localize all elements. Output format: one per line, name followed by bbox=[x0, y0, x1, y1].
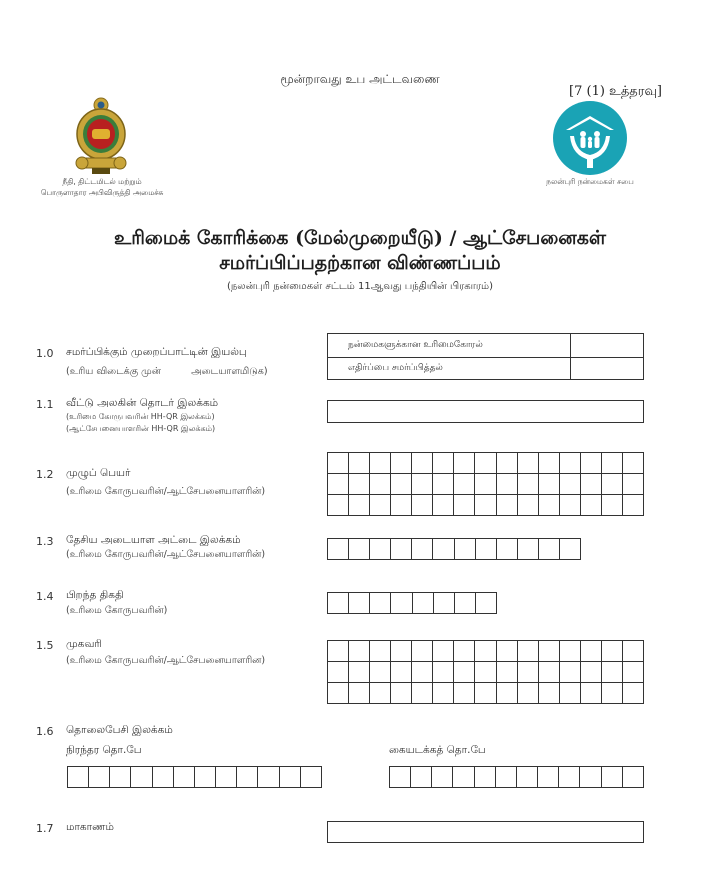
char-box[interactable] bbox=[518, 662, 539, 683]
char-box[interactable] bbox=[581, 495, 602, 516]
char-box[interactable] bbox=[518, 539, 539, 560]
char-box[interactable] bbox=[153, 767, 174, 788]
question-number: 1.0 bbox=[36, 347, 54, 360]
char-box[interactable] bbox=[391, 683, 412, 704]
question-label: மாகாணம் bbox=[66, 821, 114, 833]
char-box[interactable] bbox=[370, 593, 391, 614]
char-box[interactable] bbox=[497, 474, 518, 495]
schedule-label: மூன்றாவது உப அட்டவணை bbox=[280, 72, 440, 86]
option-label-objection: எதிர்ப்பை சமர்ப்பித்தல் bbox=[328, 357, 571, 380]
char-box[interactable] bbox=[390, 767, 411, 788]
char-box[interactable] bbox=[539, 453, 560, 474]
char-box[interactable] bbox=[517, 767, 538, 788]
question-label: தேசிய அடையாள அட்டை இலக்கம் bbox=[66, 534, 241, 546]
char-box[interactable] bbox=[560, 662, 581, 683]
char-box[interactable] bbox=[602, 683, 623, 704]
question-label: வீட்டு அலகின் தொடர் இலக்கம் bbox=[66, 397, 219, 409]
option-row-objection bbox=[328, 357, 643, 380]
char-box[interactable] bbox=[581, 453, 602, 474]
question-hint: (உரிமை கோருபவரின்/ஆட்சேபனையாளரின) bbox=[66, 655, 266, 666]
char-box[interactable] bbox=[391, 474, 412, 495]
char-box[interactable] bbox=[391, 539, 412, 560]
char-box[interactable] bbox=[581, 683, 602, 704]
full-name-char-grid[interactable] bbox=[327, 452, 644, 516]
question-hint: (உரிமை கோருபவரின்/ஆட்சேபனையாளரின்) bbox=[66, 549, 266, 560]
char-box[interactable] bbox=[560, 641, 581, 662]
char-box[interactable] bbox=[560, 474, 581, 495]
char-box[interactable] bbox=[174, 767, 195, 788]
question-number: 1.1 bbox=[36, 398, 54, 411]
char-box[interactable] bbox=[454, 683, 475, 704]
char-box[interactable] bbox=[455, 539, 476, 560]
char-box[interactable] bbox=[328, 453, 349, 474]
char-box[interactable] bbox=[391, 593, 412, 614]
char-box[interactable] bbox=[434, 593, 455, 614]
char-box[interactable] bbox=[623, 767, 644, 788]
question-hint: (உரிமை கோருபவரின்/ஆட்சேபனையாளரின்) bbox=[66, 486, 266, 497]
char-box[interactable] bbox=[581, 662, 602, 683]
welfare-benefits-board-logo-icon bbox=[552, 100, 628, 176]
char-box[interactable] bbox=[539, 641, 560, 662]
char-box[interactable] bbox=[454, 474, 475, 495]
char-box[interactable] bbox=[580, 767, 601, 788]
char-box[interactable] bbox=[475, 495, 496, 516]
question-hint: (உரிமை கோருபவரின்) bbox=[66, 605, 168, 616]
char-box[interactable] bbox=[412, 641, 433, 662]
form-title-line1: உரிமைக் கோரிக்கை (மேல்முறையீடு) / ஆட்சேபனைகள் bbox=[113, 227, 607, 249]
char-box[interactable] bbox=[433, 641, 454, 662]
char-box[interactable] bbox=[623, 683, 644, 704]
landline-phone-char-grid[interactable] bbox=[67, 766, 322, 788]
ministry-caption-line2: பொருளாதார அபிவிருத்தி அமைச்சு bbox=[40, 188, 164, 197]
char-box[interactable] bbox=[518, 641, 539, 662]
char-box[interactable] bbox=[602, 453, 623, 474]
char-box[interactable] bbox=[497, 453, 518, 474]
char-box[interactable] bbox=[454, 495, 475, 516]
char-box[interactable] bbox=[349, 641, 370, 662]
char-box[interactable] bbox=[432, 767, 453, 788]
char-box[interactable] bbox=[518, 474, 539, 495]
char-box[interactable] bbox=[328, 495, 349, 516]
char-box[interactable] bbox=[475, 683, 496, 704]
char-box[interactable] bbox=[391, 641, 412, 662]
option-label-claim: நன்மைகளுக்கான உரிமைகோரல் bbox=[328, 334, 571, 357]
char-box[interactable] bbox=[623, 474, 644, 495]
char-box[interactable] bbox=[131, 767, 152, 788]
char-box[interactable] bbox=[539, 539, 560, 560]
char-box[interactable] bbox=[539, 683, 560, 704]
char-box[interactable] bbox=[328, 683, 349, 704]
char-box[interactable] bbox=[412, 539, 433, 560]
char-box[interactable] bbox=[433, 539, 454, 560]
char-box[interactable] bbox=[391, 495, 412, 516]
char-box[interactable] bbox=[602, 495, 623, 516]
char-box[interactable] bbox=[497, 683, 518, 704]
char-box[interactable] bbox=[454, 641, 475, 662]
char-box[interactable] bbox=[475, 767, 496, 788]
form-subtitle: (நலன்புரி நன்மைகள் சட்டம் 11ஆவது பந்தியின் பிரகாரம்) bbox=[226, 281, 494, 292]
char-box[interactable] bbox=[412, 495, 433, 516]
char-box[interactable] bbox=[370, 641, 391, 662]
char-box[interactable] bbox=[412, 474, 433, 495]
char-box[interactable] bbox=[476, 593, 497, 614]
char-box[interactable] bbox=[328, 662, 349, 683]
char-box[interactable] bbox=[411, 767, 432, 788]
char-box[interactable] bbox=[623, 641, 644, 662]
char-box[interactable] bbox=[370, 495, 391, 516]
question-label: தொலைபேசி இலக்கம் bbox=[66, 724, 173, 736]
char-box[interactable] bbox=[602, 474, 623, 495]
char-box[interactable] bbox=[539, 662, 560, 683]
question-hint: (உரிய விடைக்கு முன் அடையாளமிடுக) bbox=[66, 366, 268, 377]
char-box[interactable] bbox=[391, 662, 412, 683]
question-number: 1.7 bbox=[36, 822, 54, 835]
char-box[interactable] bbox=[258, 767, 279, 788]
char-box[interactable] bbox=[68, 767, 89, 788]
char-box[interactable] bbox=[195, 767, 216, 788]
char-box[interactable] bbox=[560, 539, 581, 560]
char-box[interactable] bbox=[237, 767, 258, 788]
char-box[interactable] bbox=[413, 593, 434, 614]
option-row-claim bbox=[328, 334, 643, 358]
char-box[interactable] bbox=[497, 539, 518, 560]
char-box[interactable] bbox=[412, 453, 433, 474]
option-checkbox-objection[interactable] bbox=[571, 357, 643, 380]
char-box[interactable] bbox=[433, 474, 454, 495]
char-box[interactable] bbox=[539, 474, 560, 495]
char-box[interactable] bbox=[280, 767, 301, 788]
char-box[interactable] bbox=[370, 453, 391, 474]
char-box[interactable] bbox=[497, 641, 518, 662]
char-box[interactable] bbox=[623, 495, 644, 516]
char-box[interactable] bbox=[559, 767, 580, 788]
char-box[interactable] bbox=[349, 593, 370, 614]
char-box[interactable] bbox=[110, 767, 131, 788]
char-box[interactable] bbox=[453, 767, 474, 788]
char-box[interactable] bbox=[349, 683, 370, 704]
char-box[interactable] bbox=[454, 662, 475, 683]
char-box[interactable] bbox=[560, 495, 581, 516]
mobile-phone-char-grid[interactable] bbox=[389, 766, 644, 788]
char-box[interactable] bbox=[349, 662, 370, 683]
question-hint: (உரிமை கோருபவரின் HH-QR இலக்கம்) bbox=[66, 412, 215, 421]
char-box[interactable] bbox=[497, 662, 518, 683]
char-box[interactable] bbox=[370, 474, 391, 495]
char-box[interactable] bbox=[370, 683, 391, 704]
question-label: முழுப் பெயர் bbox=[66, 467, 131, 479]
char-box[interactable] bbox=[518, 495, 539, 516]
char-box[interactable] bbox=[475, 474, 496, 495]
ministry-caption-line1: நீதி, திட்டமிடல் மற்றும் bbox=[62, 177, 142, 186]
date-of-birth-char-grid[interactable] bbox=[327, 592, 497, 614]
order-reference: [7 (1) உத்தரவு] bbox=[569, 84, 662, 99]
char-box[interactable] bbox=[412, 683, 433, 704]
char-box[interactable] bbox=[433, 453, 454, 474]
char-box[interactable] bbox=[89, 767, 110, 788]
char-box[interactable] bbox=[349, 453, 370, 474]
question-label: பிறந்த திகதி bbox=[66, 589, 124, 601]
sri-lanka-state-emblem-icon bbox=[70, 96, 132, 176]
char-box[interactable] bbox=[391, 453, 412, 474]
province-input[interactable] bbox=[327, 821, 644, 843]
char-box[interactable] bbox=[370, 662, 391, 683]
char-box[interactable] bbox=[581, 474, 602, 495]
char-box[interactable] bbox=[328, 641, 349, 662]
char-box[interactable] bbox=[301, 767, 322, 788]
char-box[interactable] bbox=[560, 683, 581, 704]
question-number: 1.6 bbox=[36, 725, 54, 738]
char-box[interactable] bbox=[328, 474, 349, 495]
char-box[interactable] bbox=[475, 641, 496, 662]
char-box[interactable] bbox=[349, 495, 370, 516]
mobile-label: கையடக்கத் தொ.பே bbox=[389, 744, 486, 756]
char-box[interactable] bbox=[539, 495, 560, 516]
address-char-grid[interactable] bbox=[327, 640, 644, 704]
question-label: சமர்ப்பிக்கும் முறைப்பாட்டின் இயல்பு bbox=[66, 346, 247, 358]
char-box[interactable] bbox=[602, 767, 623, 788]
form-title-line2: சமர்ப்பிப்பதற்கான விண்ணப்பம் bbox=[219, 252, 501, 274]
char-box[interactable] bbox=[623, 453, 644, 474]
landline-label: நிரந்தர தொ.பே bbox=[66, 744, 142, 756]
hh-qr-number-input[interactable] bbox=[327, 400, 644, 423]
option-checkbox-claim[interactable] bbox=[571, 334, 643, 357]
char-box[interactable] bbox=[433, 683, 454, 704]
question-number: 1.4 bbox=[36, 590, 54, 603]
char-box[interactable] bbox=[602, 662, 623, 683]
char-box[interactable] bbox=[216, 767, 237, 788]
char-box[interactable] bbox=[475, 662, 496, 683]
question-number: 1.3 bbox=[36, 535, 54, 548]
char-box[interactable] bbox=[581, 641, 602, 662]
char-box[interactable] bbox=[433, 495, 454, 516]
question-hint: (ஆட்சேபனையாளரின் HH-QR இலக்கம்) bbox=[66, 424, 216, 433]
char-box[interactable] bbox=[328, 539, 349, 560]
char-box[interactable] bbox=[602, 641, 623, 662]
char-box[interactable] bbox=[518, 683, 539, 704]
char-box[interactable] bbox=[475, 453, 496, 474]
char-box[interactable] bbox=[623, 662, 644, 683]
char-box[interactable] bbox=[328, 593, 349, 614]
char-box[interactable] bbox=[560, 453, 581, 474]
char-box[interactable] bbox=[349, 474, 370, 495]
char-box[interactable] bbox=[455, 593, 476, 614]
char-box[interactable] bbox=[412, 662, 433, 683]
char-box[interactable] bbox=[370, 539, 391, 560]
char-box[interactable] bbox=[476, 539, 497, 560]
char-box[interactable] bbox=[454, 453, 475, 474]
question-number: 1.2 bbox=[36, 468, 54, 481]
submission-type-options bbox=[327, 333, 644, 380]
question-label: முகவரி bbox=[66, 638, 102, 650]
char-box[interactable] bbox=[518, 453, 539, 474]
nic-number-char-grid[interactable] bbox=[327, 538, 581, 560]
question-number: 1.5 bbox=[36, 639, 54, 652]
char-box[interactable] bbox=[433, 662, 454, 683]
char-box[interactable] bbox=[496, 767, 517, 788]
char-box[interactable] bbox=[349, 539, 370, 560]
board-caption: நலன்புரி நன்மைகள் சபை bbox=[546, 177, 634, 186]
char-box[interactable] bbox=[538, 767, 559, 788]
char-box[interactable] bbox=[497, 495, 518, 516]
ministry-caption bbox=[22, 176, 182, 198]
